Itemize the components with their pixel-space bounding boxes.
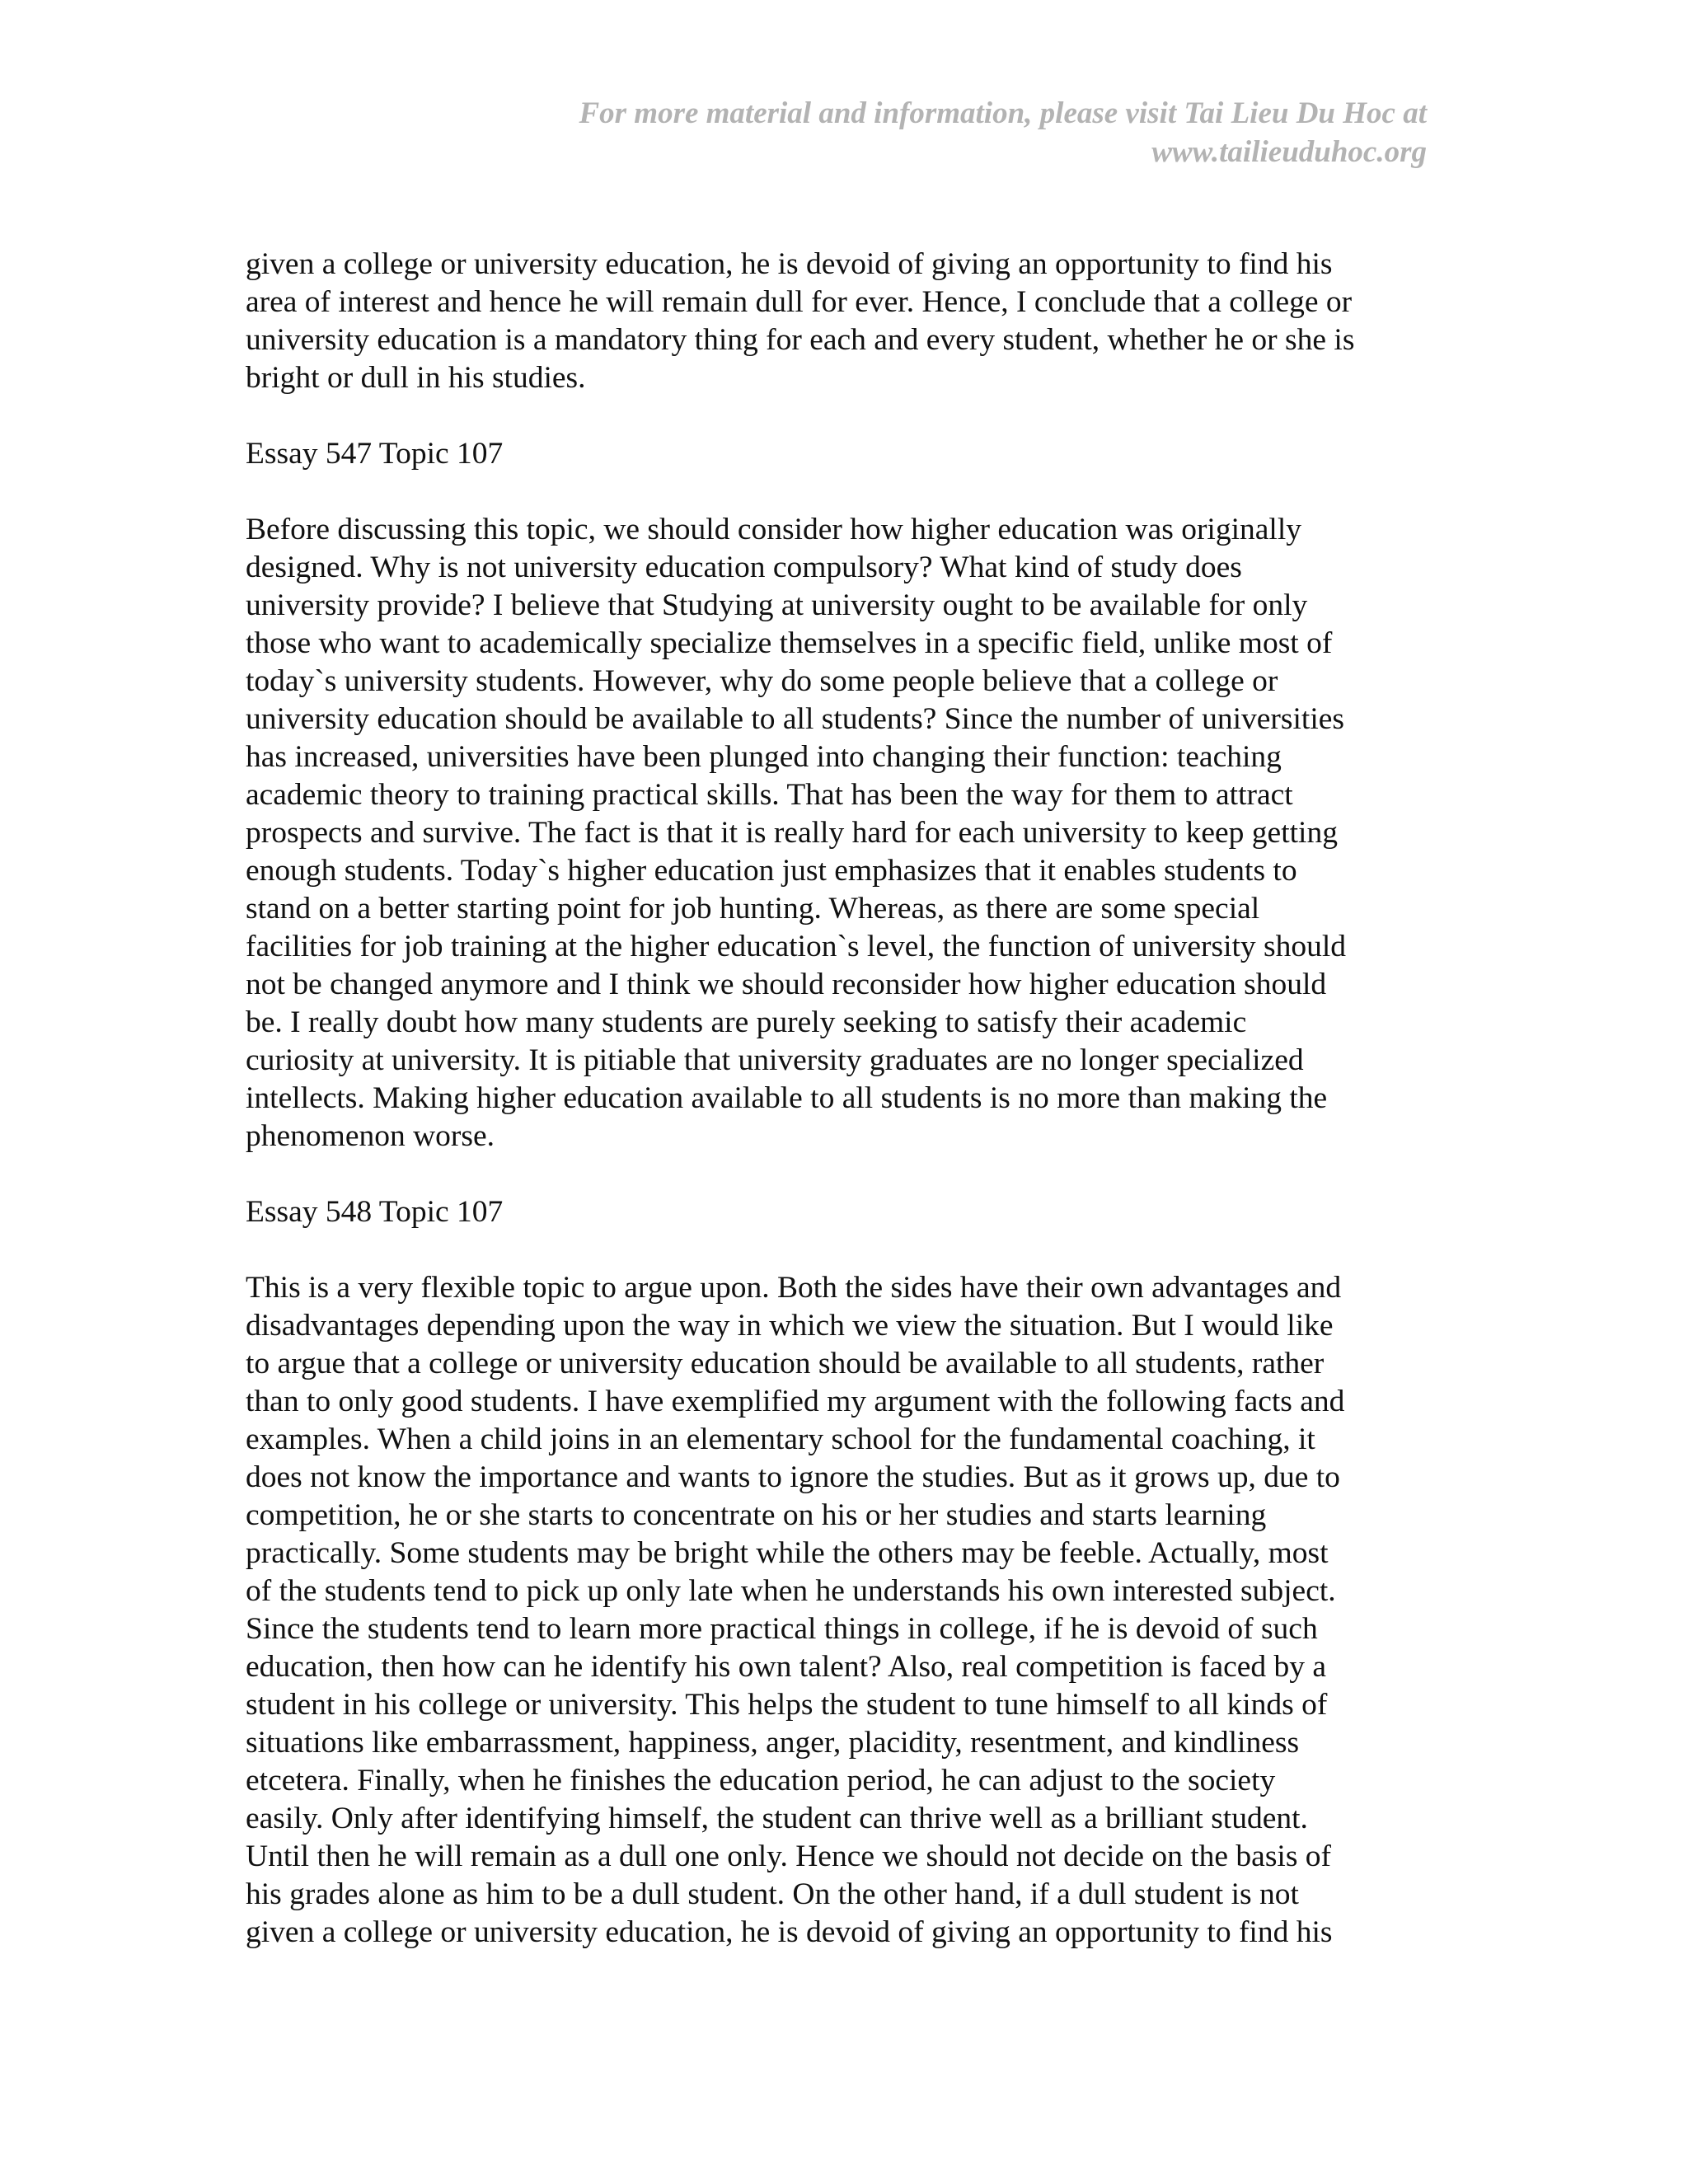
text-line: examples. When a child joins in an elementary school for the fundamental coaching, it [246, 1422, 1315, 1456]
text-line: This is a very flexible topic to argue upon. Both the sides have their own advantages and [246, 1271, 1342, 1305]
text-line: area of interest and hence he will remain dull for ever. Hence, I conclude that a college or [246, 285, 1353, 319]
text-line: Essay 548 Topic 107 [246, 1195, 504, 1229]
text-line: stand on a better starting point for job hunting. Whereas, as there are some special [246, 892, 1260, 926]
text-line: university provide? I believe that Studying at university ought to be available for only [246, 588, 1308, 622]
text-line: bright or dull in his studies. [246, 361, 586, 395]
text-line: be. I really doubt how many students are purely seeking to satisfy their academic [246, 1005, 1247, 1039]
essay-heading [246, 435, 1432, 473]
text-line: today`s university students. However, why do some people believe that a college or [246, 664, 1278, 698]
essay-heading [246, 1193, 1432, 1231]
text-line: those who want to academically specialize themselves in a specific field, unlike most of [246, 626, 1333, 660]
text-line: to argue that a college or university education should be available to all students, rather [246, 1347, 1325, 1380]
document-body [246, 246, 1432, 1952]
text-line: easily. Only after identifying himself, the student can thrive well as a brilliant student. [246, 1802, 1308, 1835]
text-line: phenomenon worse. [246, 1119, 495, 1153]
text-line: Before discussing this topic, we should consider how higher education was originally [246, 513, 1302, 546]
text-line: has increased, universities have been plunged into changing their function: teaching [246, 740, 1282, 774]
text-line: competition, he or she starts to concentrate on his or her studies and starts learning [246, 1498, 1267, 1532]
text-line: given a college or university education, he is devoid of giving an opportunity to find his [246, 1915, 1333, 1949]
text-line: facilities for job training at the higher education`s level, the function of university should [246, 930, 1347, 963]
text-line: practically. Some students may be bright while the others may be feeble. Actually, most [246, 1536, 1329, 1570]
text-line: Until then he will remain as a dull one only. Hence we should not decide on the basis of [246, 1840, 1332, 1873]
text-line: university education should be available to all students? Since the number of universities [246, 702, 1345, 736]
text-line: prospects and survive. The fact is that it is really hard for each university to keep getting [246, 816, 1338, 850]
header-line-2: www.tailieuduhoc.org [1151, 135, 1427, 169]
text-line: curiosity at university. It is pitiable that university graduates are no longer specialized [246, 1043, 1304, 1077]
text-line: his grades alone as him to be a dull student. On the other hand, if a dull student is not [246, 1877, 1299, 1911]
text-line: disadvantages depending upon the way in which we view the situation. But I would like [246, 1309, 1334, 1343]
text-line: university education is a mandatory thing for each and every student, whether he or she is [246, 323, 1355, 357]
paragraph [246, 1269, 1432, 1952]
text-line: situations like embarrassment, happiness, anger, placidity, resentment, and kindliness [246, 1726, 1300, 1760]
paragraph [246, 246, 1432, 397]
text-line: enough students. Today`s higher education just emphasizes that it enables students to [246, 854, 1297, 888]
text-line: etcetera. Finally, when he finishes the education period, he can adjust to the society [246, 1764, 1276, 1797]
text-line: education, then how can he identify his own talent? Also, real competition is faced by a [246, 1650, 1327, 1684]
page-header [438, 94, 1427, 171]
text-line: academic theory to training practical skills. That has been the way for them to attract [246, 778, 1293, 812]
text-line: student in his college or university. This helps the student to tune himself to all kinds of [246, 1688, 1328, 1722]
text-line: given a college or university education, he is devoid of giving an opportunity to find his [246, 247, 1333, 281]
text-line: Essay 547 Topic 107 [246, 437, 504, 471]
header-line-1: For more material and information, please visit Tai Lieu Du Hoc at [579, 96, 1427, 130]
text-line: designed. Why is not university education compulsory? What kind of study does [246, 551, 1242, 584]
text-line: Since the students tend to learn more practical things in college, if he is devoid of such [246, 1612, 1318, 1646]
text-line: than to only good students. I have exemplified my argument with the following facts and [246, 1385, 1345, 1418]
paragraph [246, 511, 1432, 1155]
text-line: does not know the importance and wants to ignore the studies. But as it grows up, due to [246, 1460, 1340, 1494]
text-line: intellects. Making higher education available to all students is no more than making the [246, 1081, 1328, 1115]
text-line: of the students tend to pick up only late when he understands his own interested subject. [246, 1574, 1336, 1608]
text-line: not be changed anymore and I think we should reconsider how higher education should [246, 968, 1327, 1001]
